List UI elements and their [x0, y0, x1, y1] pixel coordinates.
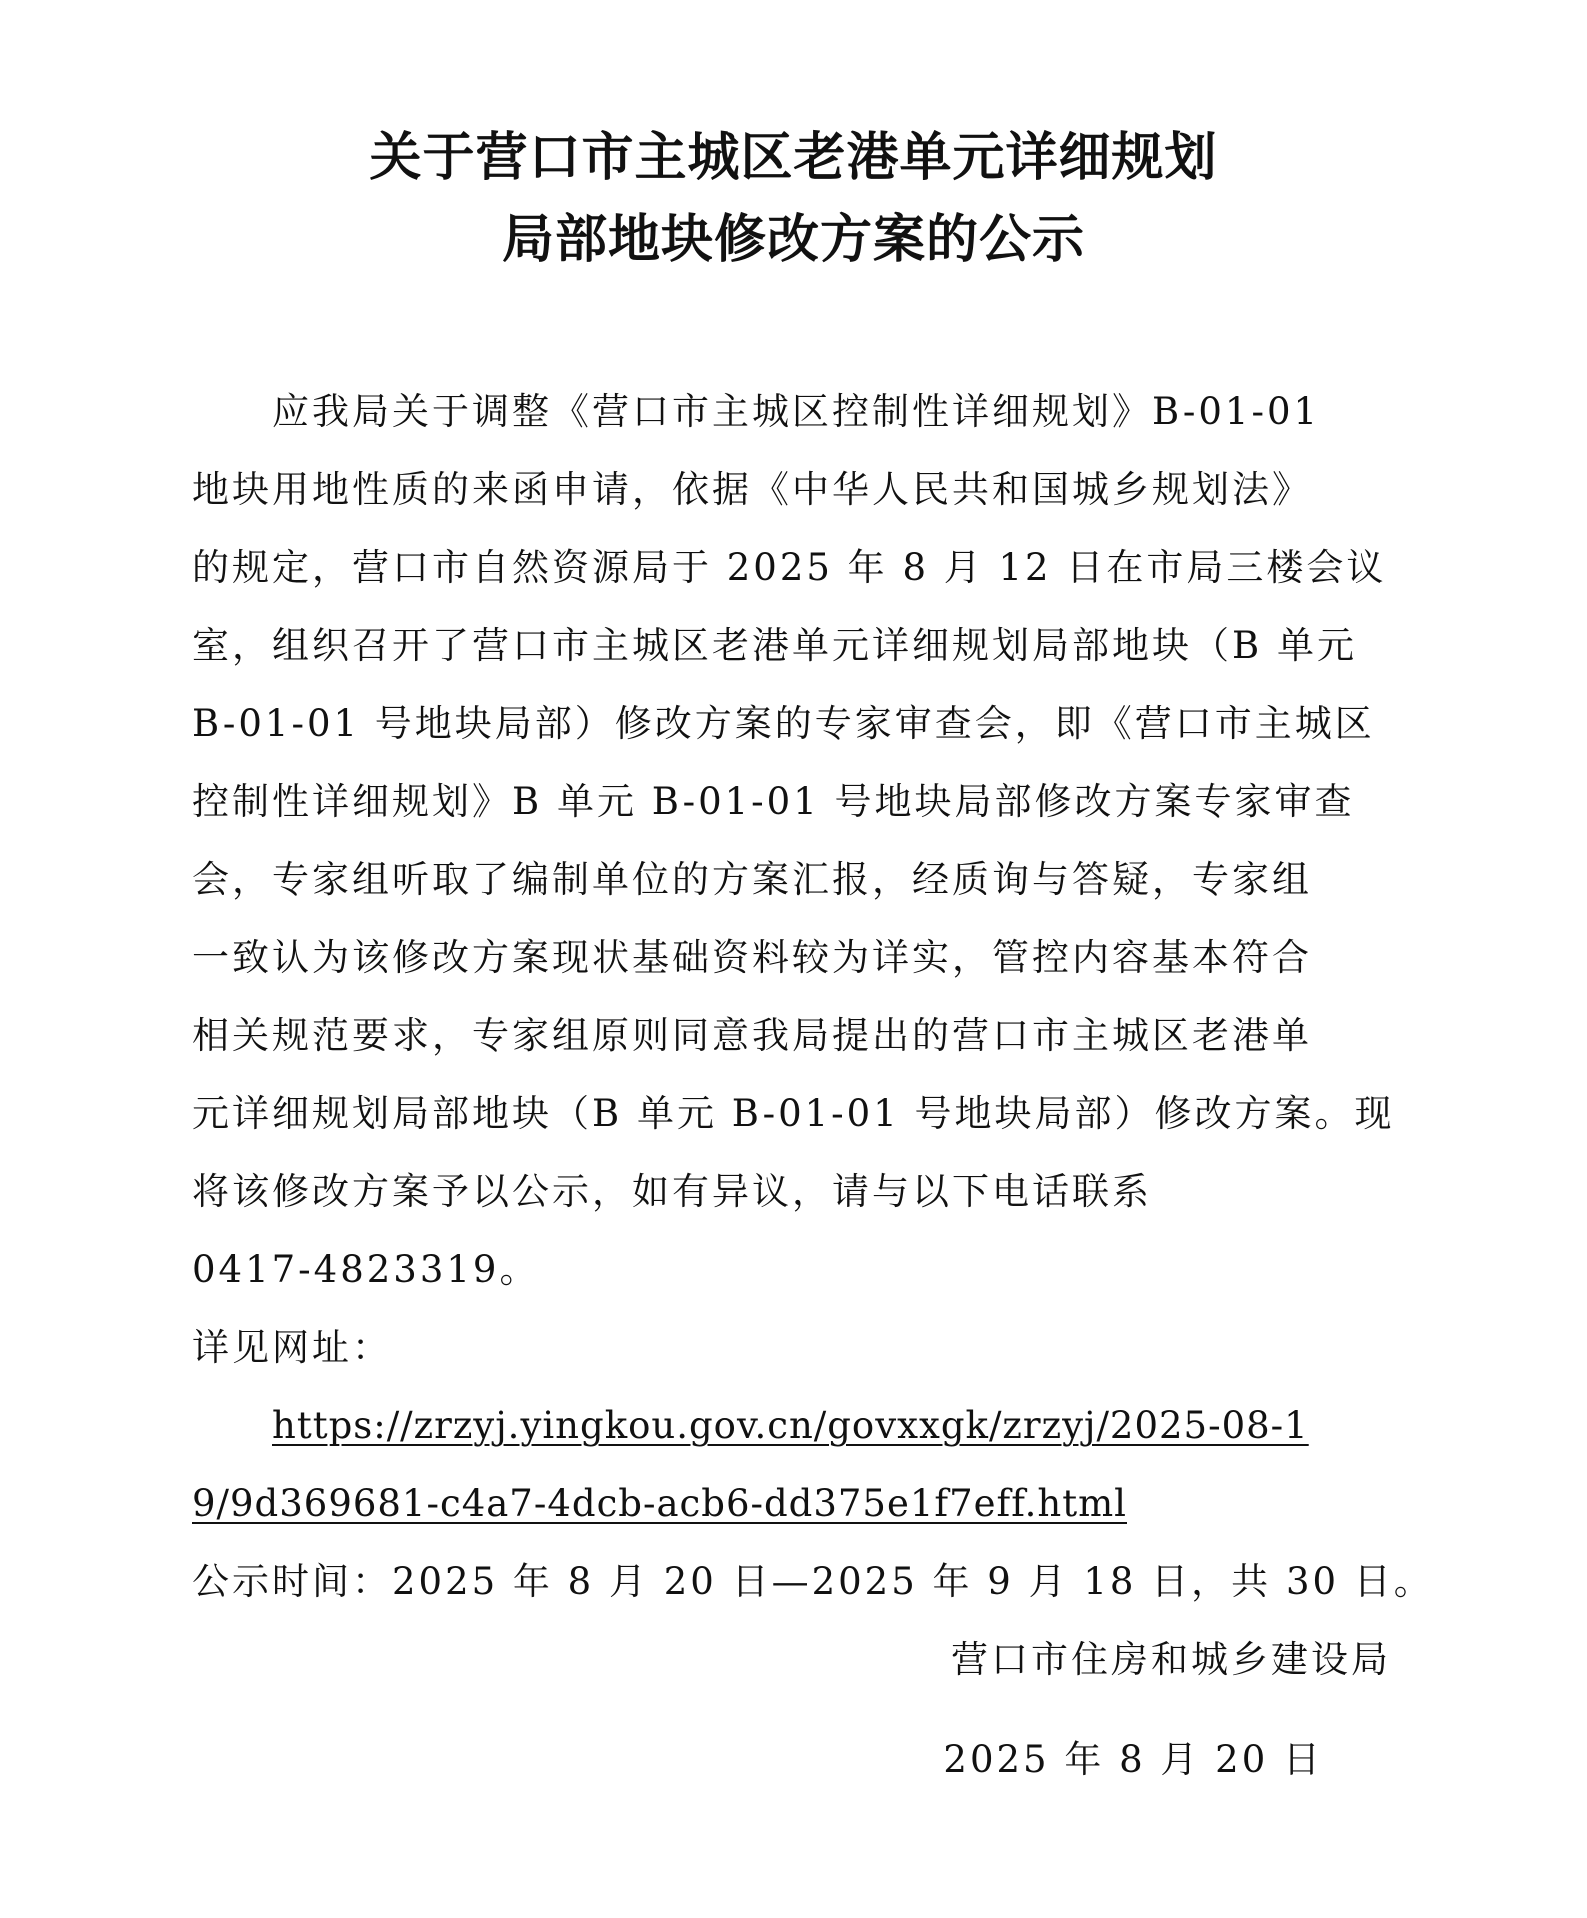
url-label: 详见网址： — [192, 1326, 392, 1369]
body-line: 0417-4823319。 — [192, 1248, 540, 1291]
body-line: 相关规范要求，专家组原则同意我局提出的营口市主城区老港单 — [192, 1014, 1312, 1057]
body-line: 地块用地性质的来函申请，依据《中华人民共和国城乡规划法》 — [192, 468, 1312, 511]
body-line: 室，组织召开了营口市主城区老港单元详细规划局部地块（B 单元 — [192, 624, 1357, 667]
body-line: 应我局关于调整《营口市主城区控制性详细规划》B-01-01 — [272, 390, 1321, 433]
body-line: B-01-01 号地块局部）修改方案的专家审查会，即《营口市主城区 — [192, 702, 1375, 745]
title-line-2: 局部地块修改方案的公示 — [501, 209, 1085, 270]
issue-date: 2025 年 8 月 20 日 — [943, 1738, 1323, 1781]
body-line: 控制性详细规划》B 单元 B-01-01 号地块局部修改方案专家审查 — [192, 780, 1355, 823]
body-line: 的规定，营口市自然资源局于 2025 年 8 月 12 日在市局三楼会议 — [192, 546, 1387, 589]
body-line: 元详细规划局部地块（B 单元 B-01-01 号地块局部）修改方案。现 — [192, 1092, 1395, 1135]
body-line: 一致认为该修改方案现状基础资料较为详实，管控内容基本符合 — [192, 936, 1312, 979]
publicity-period: 公示时间：2025 年 8 月 20 日—2025 年 9 月 18 日，共 30 日。 — [192, 1560, 1434, 1603]
title-line-1: 关于营口市主城区老港单元详细规划 — [369, 127, 1218, 188]
url-link-line-2[interactable]: 9/9d369681-c4a7-4dcb-acb6-dd375e1f7eff.html — [192, 1482, 1127, 1525]
url-link-line-1[interactable]: https://zrzyj.yingkou.gov.cn/govxxgk/zrzyj/2025-08-1 — [272, 1404, 1309, 1447]
body-line: 将该修改方案予以公示，如有异议，请与以下电话联系 — [192, 1170, 1152, 1213]
body-line: 会，专家组听取了编制单位的方案汇报，经质询与答疑，专家组 — [192, 858, 1312, 901]
issuer-signature: 营口市住房和城乡建设局 — [951, 1638, 1391, 1681]
